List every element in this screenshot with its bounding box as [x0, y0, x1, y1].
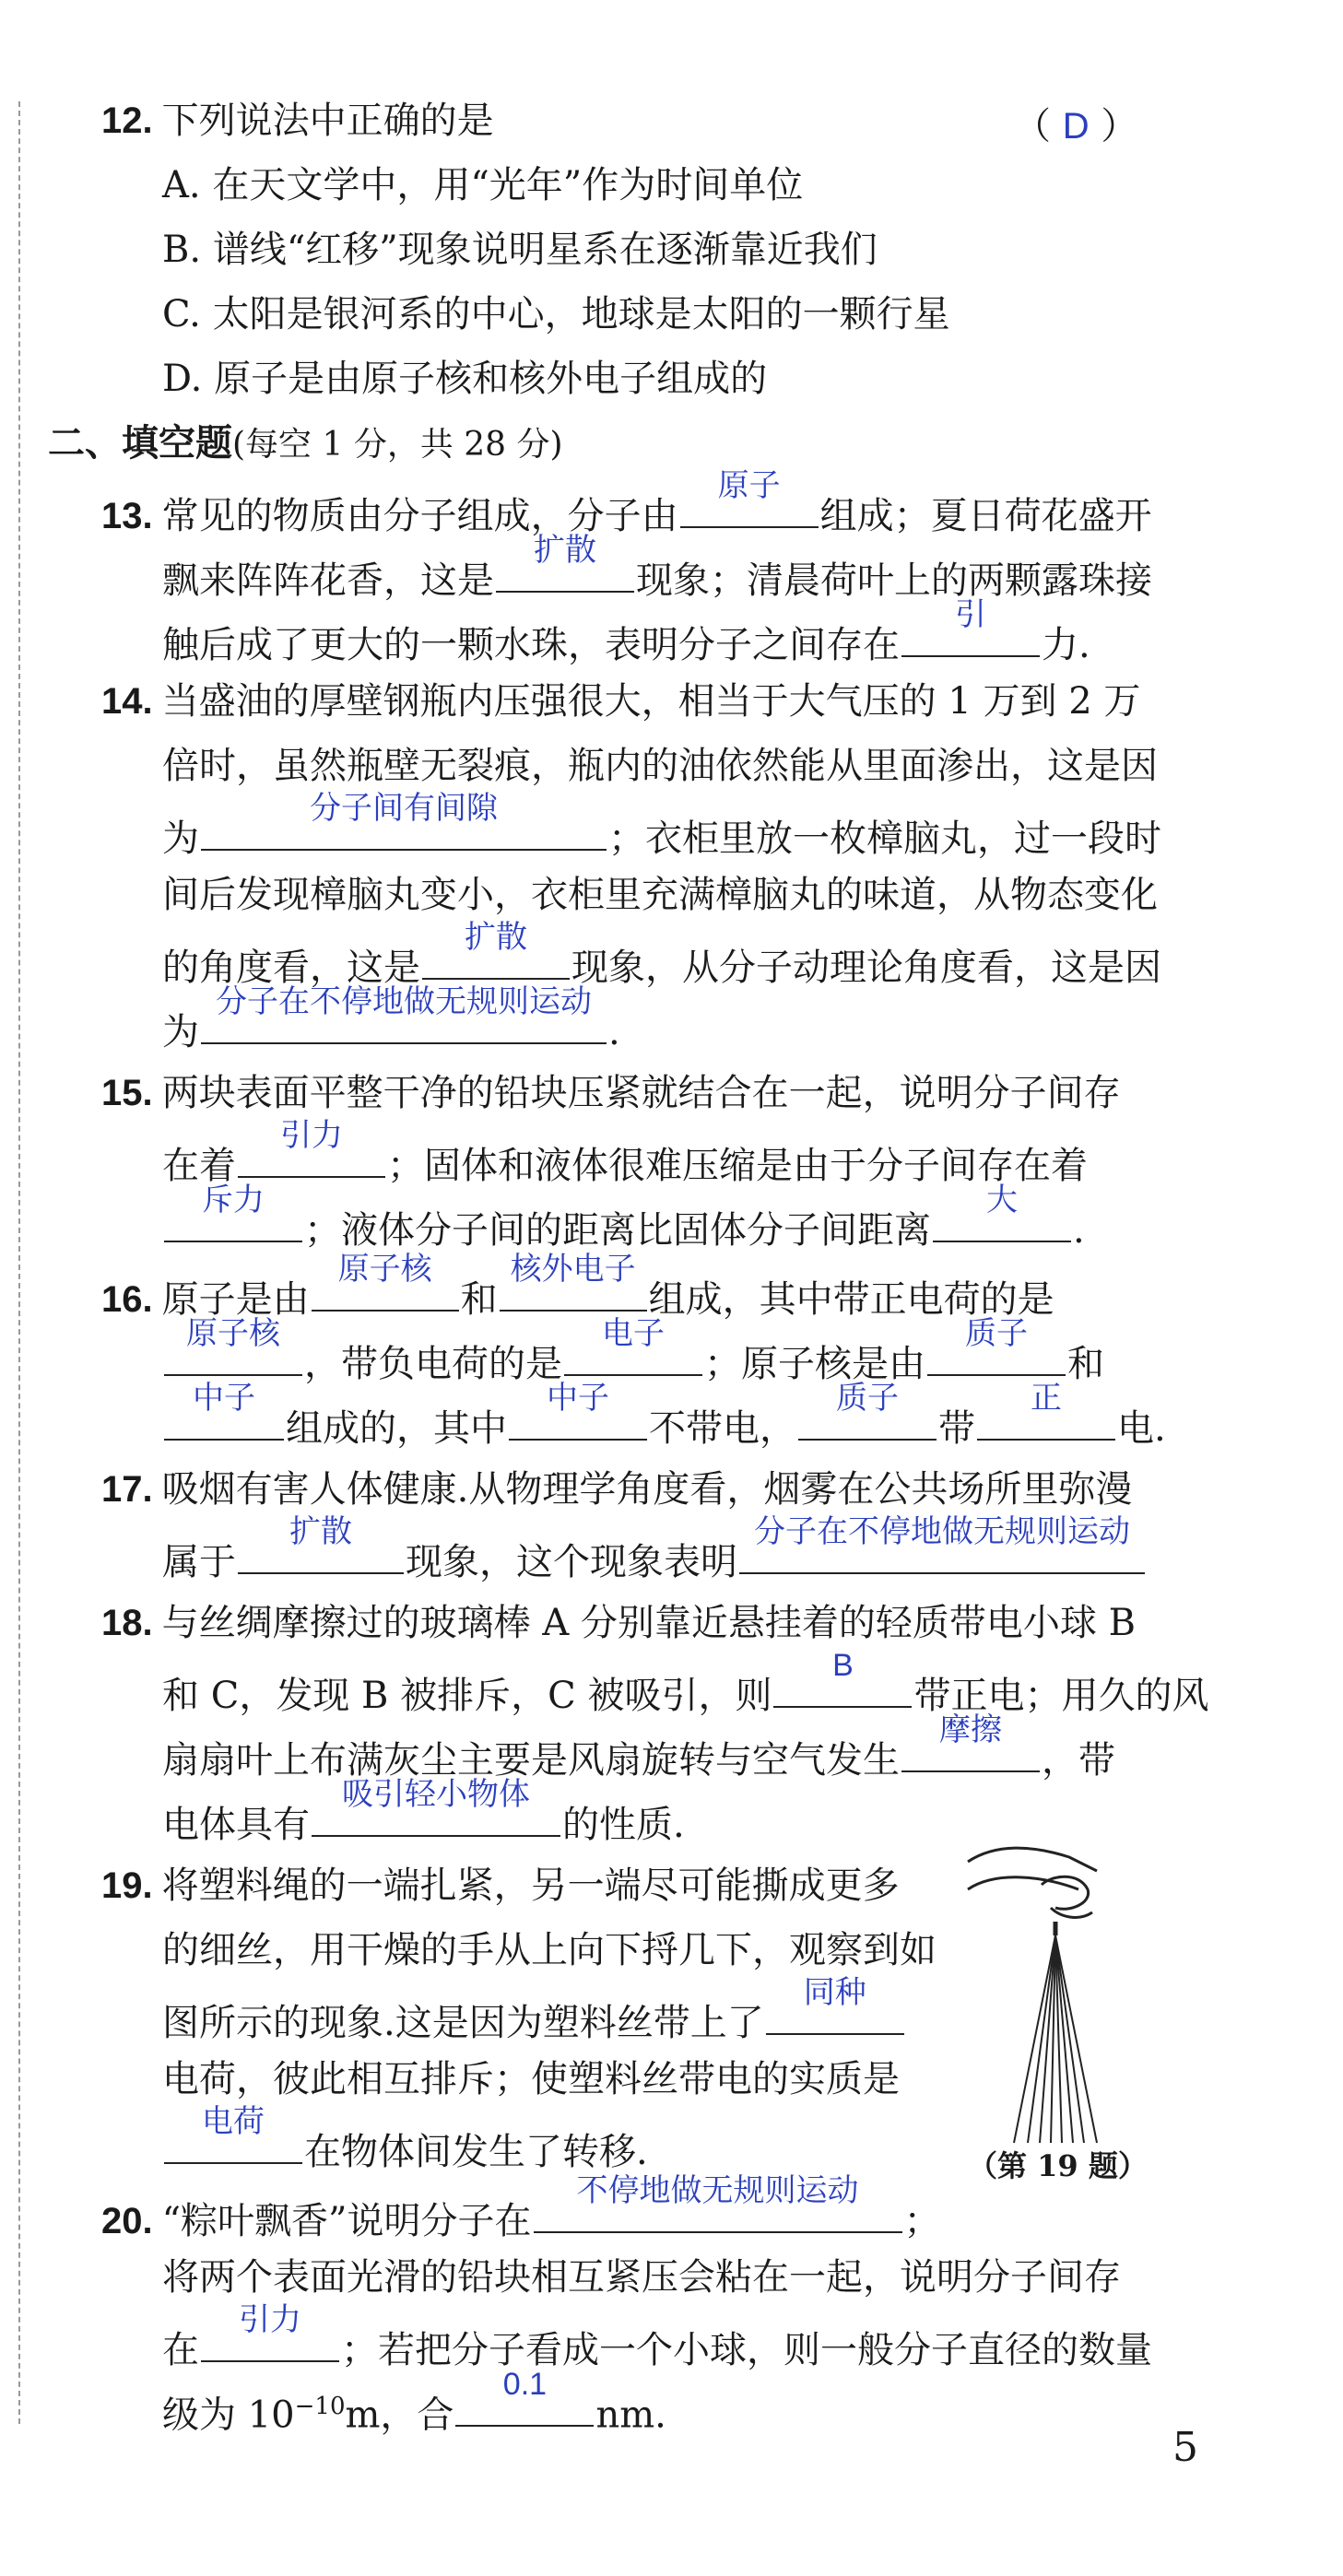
q16-blank-7: [509, 1381, 647, 1441]
q13-text: 现象；清晨荷叶上的两颗露珠接: [636, 559, 1152, 602]
q17-text: 现象，这个现象表明: [406, 1541, 737, 1583]
q16-text: 和: [1067, 1343, 1104, 1385]
q16-text: 电.: [1117, 1407, 1166, 1450]
q17-answer-1: 扩散: [289, 1514, 352, 1549]
q17-line1: [101, 1465, 1132, 1513]
q18-blank-1: [773, 1648, 912, 1708]
q19-line2: 的细丝，用干燥的手从上向下捋几下，观察到如: [162, 1929, 937, 1971]
q16-answer-2: 核外电子: [510, 1252, 636, 1287]
q16-answer-7: 中子: [547, 1381, 609, 1416]
q12-option-d: D. 原子是由原子核和核外电子组成的: [162, 358, 768, 400]
q13-blank-3: [901, 597, 1040, 657]
q13-blank-1: [680, 468, 819, 528]
q20-text: nm.: [595, 2394, 666, 2437]
q15-blank-1: [238, 1118, 385, 1178]
q15-answer-2: 斥力: [202, 1182, 265, 1217]
section-note: (每空 1 分，共 28 分): [232, 426, 563, 464]
q13-text: 飘来阵阵花香，这是: [162, 559, 494, 602]
q15-text: .: [1073, 1209, 1085, 1252]
q16-answer-5: 质子: [965, 1316, 1028, 1351]
q14-answer-3: 分子在不停地做无规则运动: [216, 984, 592, 1019]
q20-text: “粽叶飘香”说明分子在: [161, 2200, 532, 2242]
q17-text: 吸烟有害人体健康.从物理学角度看，烟雾在公共场所里弥漫: [161, 1468, 1133, 1511]
q18-line3: [162, 1712, 1115, 1784]
q20-line2: 将两个表面光滑的铅块相互紧压会粘在一起，说明分子间存: [162, 2256, 1121, 2299]
q14-text: ；衣柜里放一枚樟脑丸，过一段时: [608, 817, 1161, 860]
q17-line2: [162, 1514, 1147, 1586]
q16-text: 组成，其中带正电荷的是: [648, 1278, 1054, 1321]
q13-text: 组成；夏日荷花盛开: [819, 495, 1152, 537]
q19-line4: 电荷，彼此相互排斥；使塑料丝带电的实质是: [162, 2058, 900, 2100]
q14-text: 为: [162, 817, 199, 860]
q18-line2: [162, 1648, 1209, 1720]
q14-blank-3: [201, 984, 607, 1044]
q15-text: ；固体和液体很难压缩是由于分子间存在着: [387, 1145, 1088, 1187]
q14-text: 现象，从分子动理论角度看，这是因: [571, 947, 1161, 989]
q18-line4: [162, 1777, 685, 1849]
q16-text: 组成的，其中: [286, 1407, 507, 1450]
q14-line6: [162, 984, 620, 1056]
q15-text: 在着: [162, 1145, 236, 1187]
q15-line1: [101, 1069, 1121, 1117]
q19-line3: [162, 1975, 906, 2047]
q18-answer-1: B: [832, 1648, 854, 1683]
q18-line1: [101, 1599, 1136, 1647]
q20-exponent: −10: [294, 2393, 346, 2420]
q13-number: 13.: [101, 496, 153, 536]
q14-text: 的角度看，这是: [162, 947, 420, 989]
q16-blank-1: [312, 1252, 459, 1312]
q18-text: 的性质.: [562, 1804, 685, 1846]
q16-line3: [162, 1381, 1166, 1453]
q15-line3: [162, 1182, 1085, 1254]
q16-answer-9: 正: [1031, 1381, 1062, 1416]
q15-answer-3: 大: [986, 1182, 1018, 1217]
q17-number: 17.: [101, 1469, 153, 1510]
q20-line1: [101, 2173, 941, 2245]
q18-blank-2: [901, 1712, 1040, 1772]
q15-blank-2: [164, 1182, 302, 1242]
plastic-string-figure: [959, 1834, 1171, 2147]
q14-line4: 间后发现樟脑丸变小，衣柜里充满樟脑丸的味道，从物态变化: [162, 874, 1158, 916]
q12-option-c: C. 太阳是银河系的中心，地球是太阳的一颗行星: [162, 293, 950, 335]
q13-answer-3: 引: [955, 597, 986, 632]
q15-text: ；液体分子间的距离比固体分子间距离: [304, 1209, 931, 1252]
q14-answer-1: 分子间有间隙: [310, 791, 498, 826]
q16-blank-6: [164, 1381, 284, 1441]
q15-text: 两块表面平整干净的铅块压紧就结合在一起，说明分子间存: [161, 1072, 1121, 1114]
q16-blank-3: [164, 1316, 302, 1376]
q20-blank-1: [534, 2173, 902, 2233]
q12-close-paren: ）: [1101, 105, 1138, 147]
q19-text: 在物体间发生了转移.: [304, 2131, 648, 2173]
q14-line2: 倍时，虽然瓶壁无裂痕，瓶内的油依然能从里面渗出，这是因: [162, 745, 1158, 787]
q16-text: ，带负电荷的是: [304, 1343, 562, 1385]
q18-answer-3: 吸引轻小物体: [342, 1777, 530, 1812]
q18-text: 和 C，发现 B 被排斥，C 被吸引，则: [162, 1675, 772, 1717]
q16-number: 16.: [101, 1279, 153, 1320]
q17-text: 属于: [162, 1541, 236, 1583]
q16-text: 和: [460, 1278, 498, 1321]
q13-answer-2: 扩散: [534, 533, 596, 568]
q16-text: 带: [938, 1407, 975, 1450]
q12-answer-bracket: [1014, 97, 1137, 149]
q16-text: 原子是由: [161, 1278, 310, 1321]
q16-answer-6: 中子: [193, 1381, 255, 1416]
section-title: 二、填空题: [48, 421, 232, 465]
q18-blank-3: [312, 1777, 560, 1837]
q20-text: m，合: [345, 2394, 454, 2437]
q18-number: 18.: [101, 1603, 153, 1643]
q13-text: 力.: [1042, 624, 1090, 666]
q19-blank-2: [164, 2104, 302, 2164]
q14-line1: [101, 677, 1140, 725]
q15-answer-1: 引力: [280, 1118, 343, 1153]
q14-line3: [162, 791, 1161, 863]
q16-answer-8: 质子: [836, 1381, 899, 1416]
section-heading: [48, 419, 563, 469]
q14-text: .: [608, 1011, 620, 1053]
q18-text: 扇扇叶上布满灰尘主要是风扇旋转与空气发生: [162, 1739, 900, 1782]
q20-line4: [162, 2367, 666, 2439]
q19-line5: [162, 2104, 648, 2176]
q18-text: 与丝绸摩擦过的玻璃棒 A 分别靠近悬挂着的轻质带电小球 B: [161, 1602, 1137, 1644]
q15-number: 15.: [101, 1073, 153, 1113]
q19-blank-1: [766, 1975, 904, 2035]
q13-answer-1: 原子: [717, 468, 781, 503]
q19-text: 图所示的现象.这是因为塑料丝带上了: [162, 2002, 764, 2044]
q19-answer-2: 电荷: [202, 2104, 265, 2139]
q12-option-a: A. 在天文学中，用“光年”作为时间单位: [162, 164, 804, 206]
q19-text: 将塑料绳的一端扎紧，另一端尽可能撕成更多: [161, 1864, 900, 1907]
q20-answer-1: 不停地做无规则运动: [576, 2173, 859, 2208]
q12-option-b: B. 谱线“红移”现象说明星系在逐渐靠近我们: [162, 229, 878, 271]
q16-blank-5: [927, 1316, 1066, 1376]
q14-number: 14.: [101, 681, 153, 722]
q20-text: ；若把分子看成一个小球，则一般分子直径的数量: [341, 2329, 1152, 2371]
q19-answer-1: 同种: [803, 1975, 866, 2010]
q12-number: 12.: [101, 100, 153, 141]
q14-blank-2: [422, 920, 570, 980]
q14-text: 当盛油的厚壁钢瓶内压强很大，相当于大气压的 1 万到 2 万: [161, 680, 1141, 723]
q20-blank-2: [201, 2302, 339, 2362]
q20-text: 在: [162, 2329, 199, 2371]
q18-text: ，带: [1042, 1739, 1115, 1782]
q20-text: 级为 10: [162, 2394, 295, 2437]
q17-blank-1: [238, 1514, 404, 1574]
q13-text: 触后成了更大的一颗水珠，表明分子之间存在: [162, 624, 900, 666]
q18-answer-2: 摩擦: [939, 1712, 1002, 1747]
binding-margin-line: [18, 101, 20, 2424]
q12-answer: D: [1062, 106, 1090, 147]
q13-line3: [162, 597, 1090, 669]
q17-blank-2: [739, 1514, 1145, 1574]
q16-answer-1: 原子核: [337, 1252, 432, 1287]
q12-text: 下列说法中正确的是: [161, 100, 494, 142]
q20-answer-2: 引力: [239, 2302, 301, 2337]
page-number: 5: [1172, 2424, 1198, 2471]
q16-answer-3: 原子核: [186, 1316, 280, 1351]
q12-open-paren: （: [1014, 105, 1051, 147]
q19-number: 19.: [101, 1865, 153, 1906]
q20-answer-3: 0.1: [502, 2367, 548, 2403]
q14-blank-1: [201, 791, 607, 851]
q19-figure-caption: （第 19 题）: [968, 2148, 1148, 2183]
q16-text: ；原子核是由: [704, 1343, 925, 1385]
q16-blank-9: [977, 1381, 1115, 1441]
q20-text: ；: [903, 2200, 941, 2242]
q13-blank-2: [496, 533, 634, 593]
q16-text: 不带电，: [649, 1407, 796, 1450]
q20-line3: [162, 2302, 1152, 2374]
q16-answer-4: 电子: [602, 1316, 665, 1351]
q13-text: 常见的物质由分子组成，分子由: [161, 495, 678, 537]
q20-blank-3: [455, 2367, 594, 2427]
q12-stem: [101, 97, 494, 145]
q16-blank-8: [798, 1381, 937, 1441]
q18-text: 电体具有: [162, 1804, 310, 1846]
q14-answer-2: 扩散: [465, 920, 527, 955]
q18-text: 带正电；用久的风: [913, 1675, 1209, 1717]
q17-answer-2: 分子在不停地做无规则运动: [754, 1514, 1130, 1549]
q20-number: 20.: [101, 2201, 153, 2241]
q16-blank-2: [500, 1252, 647, 1312]
q15-blank-3: [933, 1182, 1071, 1242]
q14-text: 为: [162, 1011, 199, 1053]
q16-blank-4: [564, 1316, 702, 1376]
q19-line1: [101, 1862, 900, 1910]
